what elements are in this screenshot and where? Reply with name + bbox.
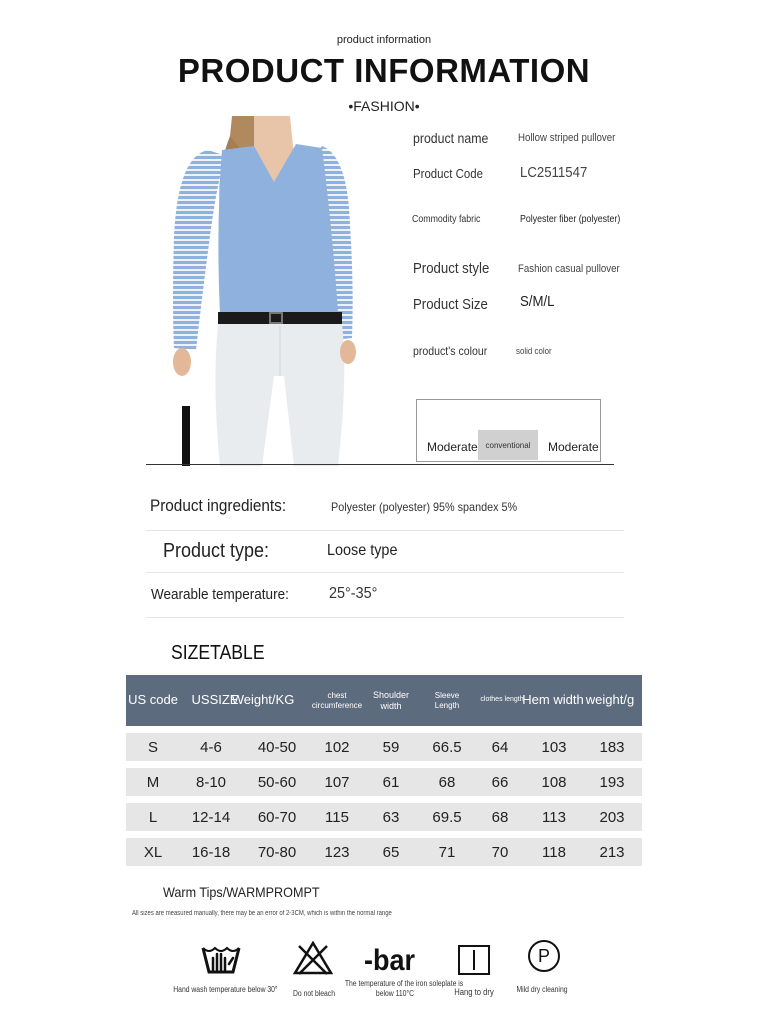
table-cell: 66 xyxy=(491,773,509,791)
detail-value-ingredients: Polyester (polyester) 95% spandex 5% xyxy=(331,500,518,514)
table-cell: L xyxy=(148,808,158,826)
table-cell: 193 xyxy=(599,773,625,791)
thickness-label-middle: conventional xyxy=(485,441,531,450)
table-cell: 71 xyxy=(438,843,456,861)
detail-label-type: Product type: xyxy=(163,540,270,562)
care-label-no-bleach: Do not bleach xyxy=(293,989,335,998)
table-header-cell: US code xyxy=(128,692,178,708)
table-cell: 8-10 xyxy=(195,773,227,791)
table-cell: 118 xyxy=(542,843,566,861)
table-cell: 69.5 xyxy=(432,808,462,826)
table-cell: 108 xyxy=(541,773,567,791)
table-cell: 66.5 xyxy=(432,738,462,756)
table-cell: 64 xyxy=(491,738,509,756)
table-cell: 16-18 xyxy=(191,843,231,861)
table-cell: 63 xyxy=(382,808,400,826)
table-cell: 102 xyxy=(324,738,350,756)
care-label-hang: Hang to dry xyxy=(454,987,494,997)
table-cell: 123 xyxy=(324,843,350,861)
table-cell: 60-70 xyxy=(257,808,297,826)
table-cell: 59 xyxy=(382,738,400,756)
table-cell: 115 xyxy=(325,808,349,826)
table-cell: 70 xyxy=(491,843,509,861)
table-cell: 65 xyxy=(382,843,400,861)
detail-value-temperature: 25°-35° xyxy=(329,585,378,602)
dry-clean-icon xyxy=(528,940,560,972)
care-label-iron-line2: below 110°C xyxy=(375,989,415,998)
table-header-cell: Weight/KG xyxy=(231,692,295,708)
dry-clean-letter: P xyxy=(537,945,550,966)
table-cell: 113 xyxy=(542,808,566,826)
table-cell: 183 xyxy=(599,738,625,756)
table-header-cell: Hem width xyxy=(522,692,584,708)
divider xyxy=(146,572,624,573)
no-bleach-icon xyxy=(293,940,333,976)
tips-note: All sizes are measured manually, there may be an error of 2-3CM, which is within the normal range xyxy=(132,910,392,917)
table-cell: M xyxy=(146,773,160,791)
info-label-product-name: product name xyxy=(413,130,489,146)
info-label-size: Product Size xyxy=(413,296,488,313)
info-value-colour: solid color xyxy=(516,346,552,356)
info-value-style: Fashion casual pullover xyxy=(518,263,620,275)
product-model-image xyxy=(162,116,362,466)
header-subtitle: •FASHION• xyxy=(348,98,420,114)
table-header-cell: Sleeve Length xyxy=(434,691,460,710)
table-cell: 107 xyxy=(324,773,350,791)
info-label-product-code: Product Code xyxy=(413,166,483,181)
hang-dry-icon xyxy=(457,944,491,976)
page-title: PRODUCT INFORMATION xyxy=(177,52,591,89)
table-cell: 103 xyxy=(541,738,567,756)
table-header-cell: Shoulder width xyxy=(372,690,410,711)
care-label-hand-wash: Hand wash temperature below 30° xyxy=(173,985,278,994)
care-label-dry-clean: Mild dry cleaning xyxy=(516,985,568,994)
care-label-iron-line1: The temperature of the iron soleplate is xyxy=(344,979,464,988)
table-cell: S xyxy=(147,738,158,756)
detail-value-type: Loose type xyxy=(327,542,398,559)
table-cell: 70-80 xyxy=(257,843,297,861)
table-cell: 4-6 xyxy=(200,738,222,756)
table-cell: 68 xyxy=(438,773,456,791)
size-table-title: SIZETABLE xyxy=(171,642,265,664)
divider xyxy=(146,617,624,618)
thickness-label-left: Moderate xyxy=(427,440,478,454)
info-value-product-name: Hollow striped pullover xyxy=(518,132,616,144)
table-header-cell: USSIZE xyxy=(191,692,239,708)
info-label-style: Product style xyxy=(413,260,490,277)
detail-label-temperature: Wearable temperature: xyxy=(151,586,289,603)
table-cell: 40-50 xyxy=(257,738,297,756)
info-value-size: S/M/L xyxy=(520,293,555,310)
table-cell: 12-14 xyxy=(191,808,231,826)
table-cell: 213 xyxy=(599,843,625,861)
divider xyxy=(146,530,624,531)
divider xyxy=(146,464,614,465)
iron-low-icon: -bar xyxy=(364,944,416,977)
table-cell: 50-60 xyxy=(257,773,297,791)
hand-wash-icon xyxy=(199,940,243,976)
table-cell: 68 xyxy=(491,808,509,826)
info-value-product-code: LC2511547 xyxy=(520,164,588,181)
info-label-colour: product's colour xyxy=(413,344,488,358)
table-header-cell: chest circumference xyxy=(311,691,363,710)
info-label-fabric: Commodity fabric xyxy=(412,214,481,225)
info-value-fabric: Polyester fiber (polyester) xyxy=(520,214,621,225)
thickness-label-right: Moderate xyxy=(548,440,599,454)
table-cell: XL xyxy=(143,843,163,861)
tips-title: Warm Tips/WARMPROMPT xyxy=(163,884,320,900)
table-cell: 61 xyxy=(382,773,400,791)
table-header-cell: clothes length xyxy=(480,696,524,704)
header-small-title: product information xyxy=(336,34,432,46)
detail-label-ingredients: Product ingredients: xyxy=(150,496,287,515)
table-header-cell: weight/g xyxy=(585,692,635,708)
table-cell: 203 xyxy=(599,808,625,826)
